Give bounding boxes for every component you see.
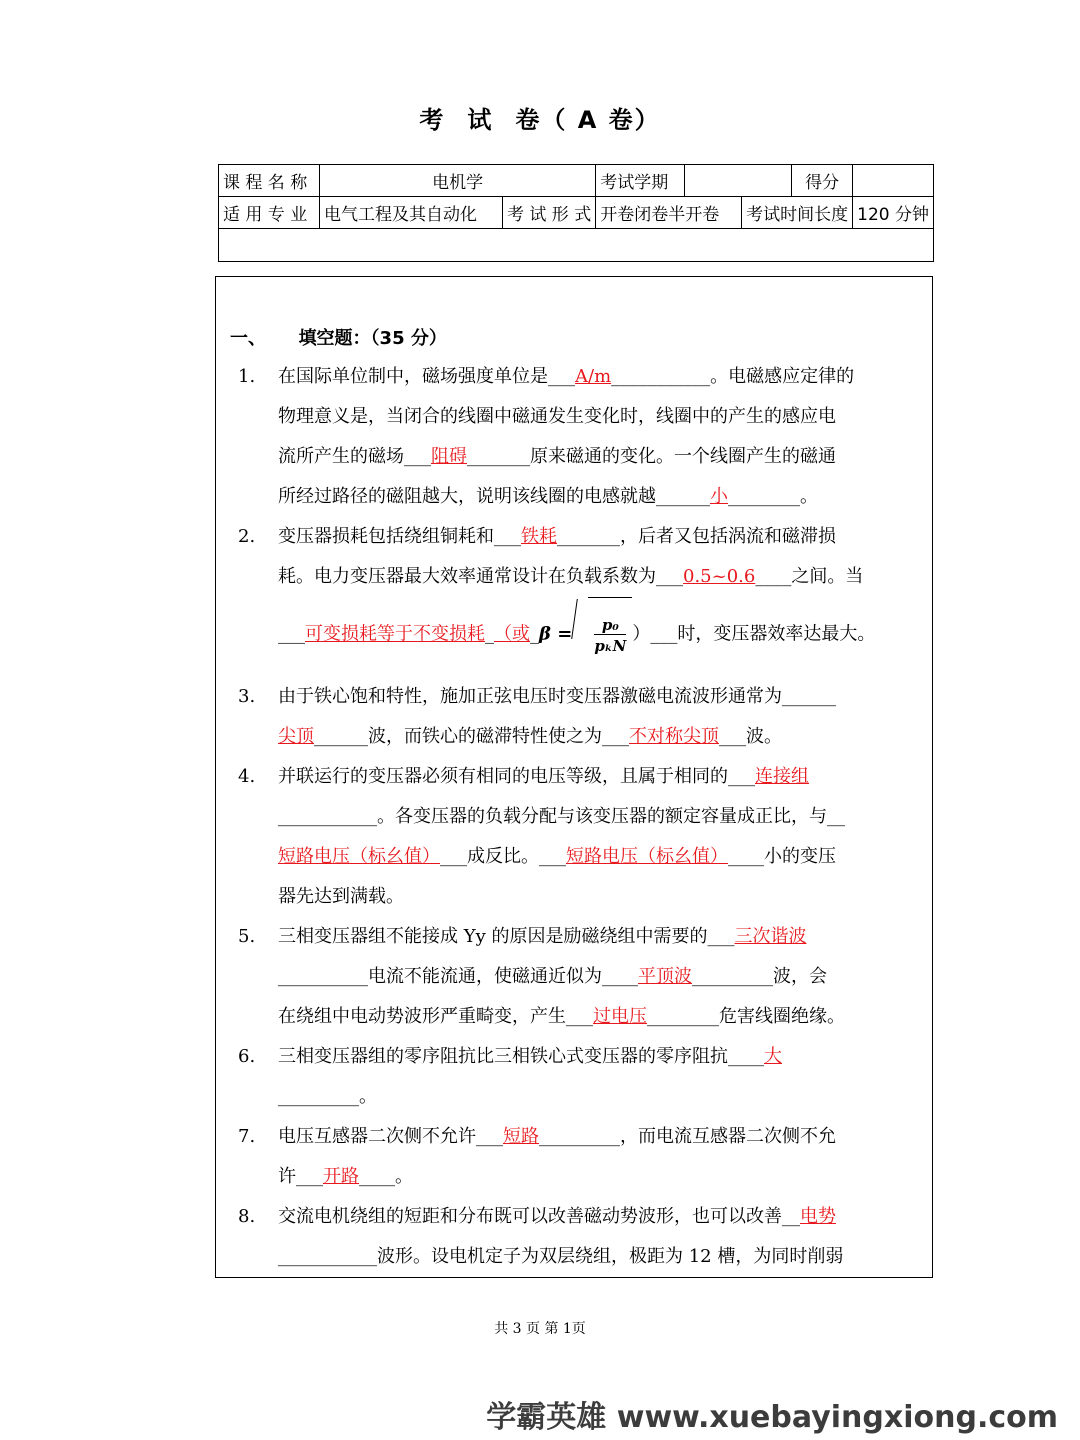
page-footer: 共 3 页 第 1页 <box>494 1321 586 1337</box>
question-number: 7. <box>238 1126 256 1147</box>
question-number: 1. <box>238 366 256 387</box>
empty-cell <box>219 229 934 262</box>
answer: 过电压 <box>593 1006 647 1027</box>
info-row <box>219 197 934 229</box>
answer: 电势 <box>800 1206 836 1227</box>
exam-term-label: 考试学期 <box>596 165 685 197</box>
answer: 小 <box>710 486 728 507</box>
answer: 尖顶 <box>278 726 314 747</box>
exam-form-value: 开卷闭卷半开卷 <box>596 197 742 229</box>
info-row-empty <box>219 229 934 262</box>
exam-duration-label: 考试时间长度 <box>742 197 853 229</box>
section-heading <box>230 324 447 350</box>
score-value <box>853 165 934 197</box>
score-label: 得分 <box>792 165 853 197</box>
question-number: 2. <box>238 526 256 547</box>
answer: 三次谐波 <box>734 926 807 947</box>
sqrt-formula: $\frac{\text{p₀}}{\text{pₖN}}$ <box>572 597 632 672</box>
answer: 短路电压（标幺值） <box>278 846 440 867</box>
answer: A/m <box>575 366 612 387</box>
course-name-label: 课 程 名 称 <box>219 165 320 197</box>
answer: 连接组 <box>755 766 809 787</box>
major-label: 适 用 专 业 <box>219 197 320 229</box>
answer: 可变损耗等于不变损耗 <box>305 623 485 645</box>
section-title: 填空题：（35 分） <box>298 328 447 349</box>
question-number: 6. <box>238 1046 256 1067</box>
question-number: 4. <box>238 766 256 787</box>
answer: 平顶波 <box>638 966 692 987</box>
exam-term-value <box>685 165 792 197</box>
question-number: 5. <box>238 926 256 947</box>
question-number: 3. <box>238 686 256 707</box>
answer: 短路电压（标幺值） <box>566 846 728 867</box>
answer: 铁耗 <box>521 526 557 547</box>
answer: 0.5~0.6 <box>683 566 756 587</box>
major-value: 电气工程及其自动化 <box>320 197 503 229</box>
answer: 不对称尖顶 <box>629 726 719 747</box>
exam-title: 考 试 卷（ A 卷） <box>419 106 661 134</box>
exam-form-label: 考 试 形 式 <box>503 197 596 229</box>
answer: 阻碍 <box>431 446 467 467</box>
course-name-value: 电机学 <box>320 165 596 197</box>
info-row <box>219 165 934 197</box>
answer: （或 <box>494 623 530 645</box>
answer: 开路 <box>323 1166 359 1187</box>
exam-info-table <box>218 164 934 262</box>
exam-duration-value: 120 分钟 <box>853 197 934 229</box>
watermark: 学霸英雄 www.xuebayingxiong.com <box>486 1400 1058 1435</box>
answer: 大 <box>764 1046 782 1067</box>
question-number: 8. <box>238 1206 256 1227</box>
answer: 短路 <box>503 1126 539 1147</box>
section-number: 一、 <box>230 328 266 349</box>
